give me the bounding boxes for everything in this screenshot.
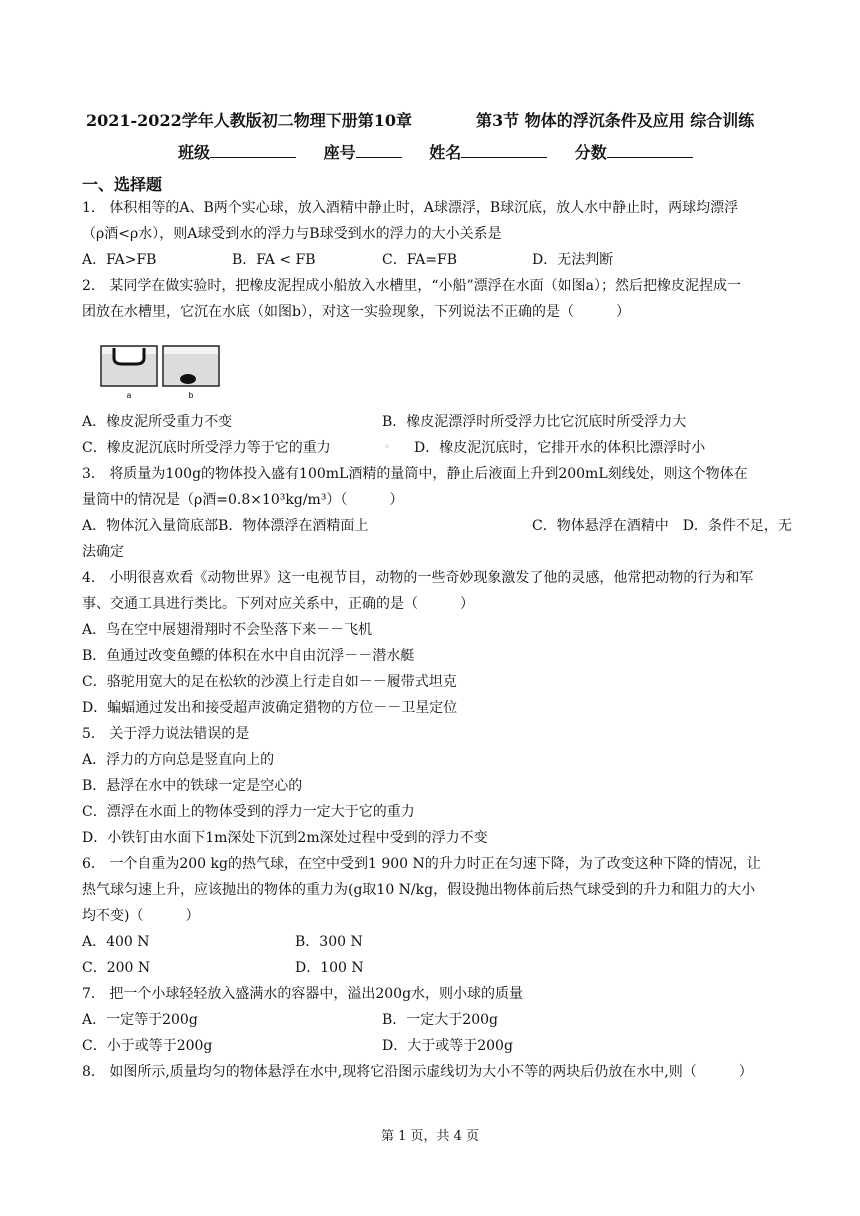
q7-option-c[interactable]: C．小于或等于200g — [82, 1038, 213, 1054]
q7-option-d[interactable]: D．大于或等于200g — [382, 1038, 513, 1054]
water-tank-figure — [100, 340, 230, 400]
q2-option-d[interactable]: D．橡皮泥沉底时，它排开水的体积比漂浮时小 — [414, 440, 706, 456]
name-label: 姓名 — [429, 143, 462, 162]
q1-option-c[interactable]: C．FA=FB — [382, 252, 458, 268]
q7-line1: 7． 把一个小球轻轻放入盛满水的容器中，溢出200g水，则小球的质量 — [82, 986, 524, 1002]
q3-line1: 3． 将质量为100g的物体投入盛有100mL酒精的量筒中，静止后液面上升到200mL刻线处，则这个物体在 — [82, 466, 748, 482]
q7-option-a[interactable]: A．一定等于200g — [82, 1012, 198, 1028]
q4-line2: 事、交通工具进行类比。下列对应关系中，正确的是（ ） — [82, 596, 474, 612]
q2-option-c[interactable]: C．橡皮泥沉底时所受浮力等于它的重力 — [82, 440, 331, 456]
q4-option-d[interactable]: D．蝙蝠通过发出和接受超声波确定猎物的方位－－卫星定位 — [82, 700, 458, 716]
seat-label: 座号 — [323, 143, 356, 162]
class-label: 班级 — [178, 143, 211, 162]
q4-option-a[interactable]: A．鸟在空中展翅滑翔时不会坠落下来－－飞机 — [82, 622, 373, 638]
q2-option-a[interactable]: A．橡皮泥所受重力不变 — [82, 414, 233, 430]
q5-option-a[interactable]: A．浮力的方向总是竖直向上的 — [82, 752, 275, 768]
q5-line1: 5． 关于浮力说法错误的是 — [82, 726, 250, 742]
q1-option-d[interactable]: D．无法判断 — [532, 252, 614, 268]
score-blank[interactable] — [607, 143, 693, 158]
student-info-row — [178, 140, 693, 163]
q2-line1: 2． 某同学在做实验时，把橡皮泥捏成小船放入水槽里，“小船”漂浮在水面（如图a）；然后把橡皮泥捏成一 — [82, 278, 742, 294]
fig-label-b: b — [188, 391, 194, 400]
q1-line2: （ρ酒<ρ水），则A球受到水的浮力与B球受到水的浮力的大小关系是 — [82, 226, 502, 242]
q2-line2: 团放在水槽里，它沉在水底（如图b），对这一实验现象，下列说法不正确的是（ ） — [82, 304, 630, 320]
q6-option-d[interactable]: D．100 N — [295, 960, 364, 976]
q5-option-c[interactable]: C．漂浮在水面上的物体受到的浮力一定大于它的重力 — [82, 804, 415, 820]
q1-option-b[interactable]: B．FA < FB — [232, 252, 316, 268]
title-right: 第3节 物体的浮沉条件及应用 综合训练 — [475, 111, 755, 130]
q6-option-b[interactable]: B．300 N — [295, 934, 363, 950]
q6-line2: 热气球匀速上升，应该抛出的物体的重力为(g取10 N/kg，假设抛出物体前后热气球受到的升力和阻力的大小 — [82, 882, 756, 898]
q1-line1: 1． 体积相等的A、B两个实心球，放入酒精中静止时，A球漂浮，B球沉底，放人水中静止时，两球均漂浮 — [82, 200, 739, 216]
page-title — [86, 108, 806, 131]
q6-option-a[interactable]: A．400 N — [82, 934, 150, 950]
q3-options-left[interactable]: A．物体沉入量筒底部B．物体漂浮在酒精面上 — [82, 518, 369, 534]
q7-option-b[interactable]: B．一定大于200g — [382, 1012, 498, 1028]
page-footer: 第 1 页，共 4 页 — [380, 1129, 480, 1144]
score-label: 分数 — [574, 143, 607, 162]
q1-option-a[interactable]: A．FA>FB — [82, 252, 157, 268]
q5-option-b[interactable]: B．悬浮在水中的铁球一定是空心的 — [82, 778, 303, 794]
q4-line1: 4． 小明很喜欢看《动物世界》这一电视节目，动物的一些奇妙现象激发了他的灵感，他常把动物的行为和军 — [82, 570, 754, 586]
q5-option-d[interactable]: D．小铁钉由水面下1m深处下沉到2m深处过程中受到的浮力不变 — [82, 830, 488, 846]
class-blank[interactable] — [210, 143, 296, 158]
name-blank[interactable] — [461, 143, 547, 158]
q8-line1: 8． 如图所示,质量均匀的物体悬浮在水中,现将它沿图示虚线切为大小不等的两块后仍放在水中,则（ ） — [82, 1064, 753, 1080]
q6-line3: 均不变)（ ） — [82, 908, 200, 924]
q3-line2: 量筒中的情况是（ρ酒=0.8×10³kg/m³）（ ） — [82, 492, 404, 508]
q3-options-right[interactable]: C．物体悬浮在酒精中 D．条件不足，无 — [532, 518, 792, 534]
seat-blank[interactable] — [356, 143, 402, 158]
section-title: 一、选择题 — [82, 175, 163, 194]
fig-label-a: a — [126, 391, 132, 400]
q6-line1: 6． 一个自重为200 kg的热气球，在空中受到1 900 N的升力时正在匀速下降，为了改变这种下降的情况，让 — [82, 856, 761, 872]
q3-line4: 法确定 — [82, 544, 124, 560]
q4-option-c[interactable]: C．骆驼用宽大的足在松软的沙漠上行走自如－－履带式坦克 — [82, 674, 457, 690]
q6-option-c[interactable]: C．200 N — [82, 960, 151, 976]
q2-option-b[interactable]: B．橡皮泥漂浮时所受浮力比它沉底时所受浮力大 — [382, 414, 687, 430]
q2-dot-mark: ◦ — [384, 442, 390, 453]
q4-option-b[interactable]: B．鱼通过改变鱼鳔的体积在水中自由沉浮－－潜水艇 — [82, 648, 415, 664]
title-left: 2021-2022学年人教版初二物理下册第10章 — [86, 111, 412, 130]
